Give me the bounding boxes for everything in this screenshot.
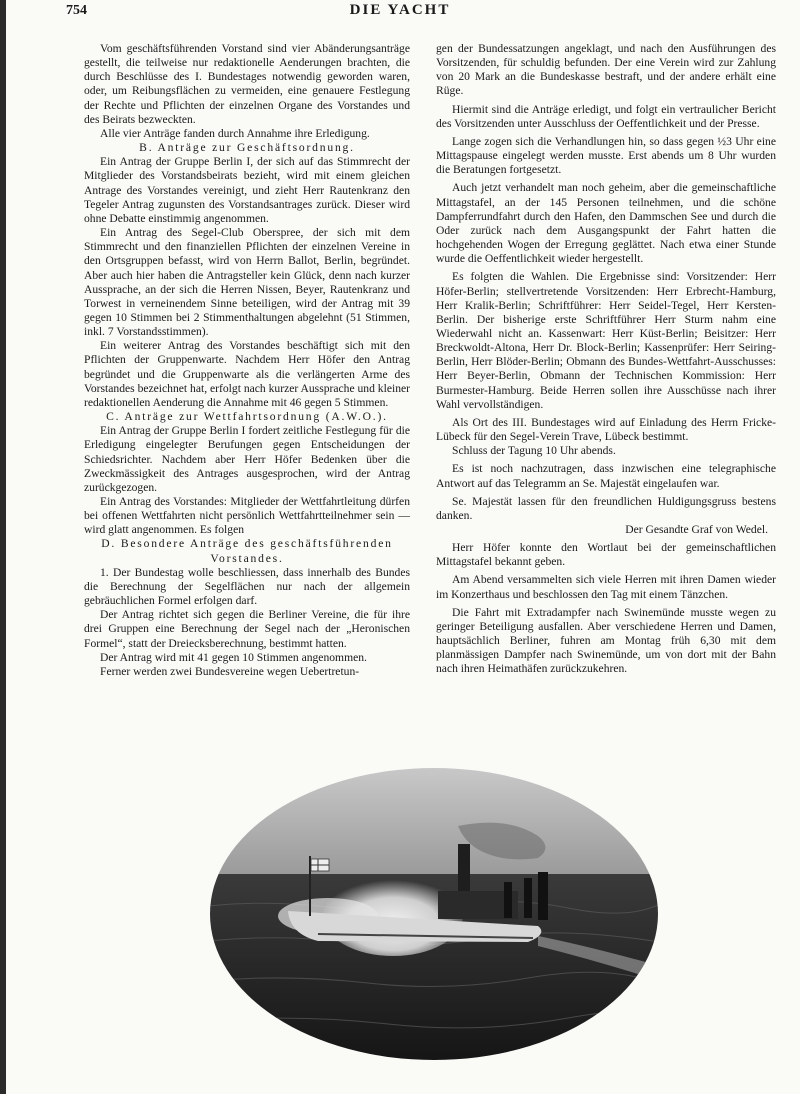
paragraph: Herr Höfer konnte den Wortlaut bei der gemeinschaftlichen Mittagstafel bekannt geben. — [436, 541, 776, 569]
paragraph: Schluss der Tagung 10 Uhr abends. — [452, 444, 616, 458]
section-heading-d: D. Besondere Anträge des geschäftsführenden Vorstandes. — [101, 537, 393, 565]
paragraph: Lange zogen sich die Verhandlungen hin, so dass gegen ½3 Uhr eine Mittagspause eingelegt werden musste. Erst abends um 8 Uhr wurden die Beratungen fortgesetzt. — [436, 134, 776, 177]
paragraph: Ein Antrag der Gruppe Berlin I fordert zeitliche Festlegung für die Erledigung eingelegter Berufungen gegen Entscheidungen der Schiedsrichter. Nachdem aber Herr Höfer Bedenken über die Zweckmässigkeit des Antrages ausgesprochen, wird der Antrag zurückgezogen. — [84, 424, 410, 494]
paragraph: Ein Antrag des Segel-Club Oberspree, der sich mit dem Stimmrecht und den finanziellen Pflichten der einzelnen Vereine in den Ortsgruppen befasst, wird von Herrn Ballot, Berlin, begründet. Aber auch hier haben die Antragsteller kein Glück, denn nach kurzer Aussprache, an der sich die Herren Nissen, Beyer, Rautenkranz und Torwest in verneinendem Sinne beteiligen, wird der Antrag mit 39 gegen 10 Stimmen bei 2 Stimmenthaltungen abgelehnt (51 Stimmen, inkl. 7 Vorstandsstimmen). — [84, 226, 410, 339]
paragraph: Hiermit sind die Anträge erledigt, und folgt ein vertraulicher Bericht des Vorsitzenden unter Ausschluss der Oeffentlichkeit und der Presse. — [436, 102, 776, 130]
right-column — [436, 42, 776, 677]
paragraph: Am Abend versammelten sich viele Herren mit ihren Damen wieder im Konzerthaus und beschlossen den Tag mit einem Tänzchen. — [436, 573, 776, 601]
paragraph: gen der Bundessatzungen angeklagt, und nach den Ausführungen des Vorsitzenden, für schuldig befunden. Der eine Verein wird zur Zahlung von 20 Mark an die Bundeskasse bestraft, und der andere erhält eine Rüge. — [436, 42, 776, 98]
paragraph: Ein Antrag des Vorstandes: Mitglieder der Wettfahrtleitung dürfen bei offenen Wettfahrten nicht persönlich Wettfahrtteilnehmer sein — wird glatt angenommen. Es folgen — [84, 495, 410, 537]
paragraph: Es ist noch nachzutragen, dass inzwischen eine telegraphische Antwort auf das Telegramm an Se. Majestät eingelaufen war. — [436, 462, 776, 490]
section-heading-c: C. Anträge zur Wettfahrtsordnung (A.W.O.). — [106, 410, 388, 424]
page-number: 754 — [66, 3, 87, 18]
paragraph: Es folgten die Wahlen. Die Ergebnisse sind: Vorsitzender: Herr Höfer-Berlin; stellvertretende Vorsitzenden: Herr Erbrecht-Hamburg, Herr Kralik-Berlin; Schriftführer: Herr Seidel-Tegel, Herr Kersten-Berlin. Der bisherige erste Schriftführer Herr Sturm nahm eine Wiederwahl nicht an. Kassenwart: Herr Küst-Berlin; Beisitzer: Herr Breckwoldt-Altona, Herr Dr. Block-Berlin; Kassenprüfer: Herr Seiring-Berlin, Herr Blöder-Berlin; Obmann des Bundes-Wettfahrt-Ausschusses: Herr Beyer-Berlin, Obmann der Technischen Kommission: Herr Burmester-Hamburg. Beide Herren sollen ihre Ausschüsse nach ihrer Wahl vervollständigen. — [436, 270, 776, 411]
running-title: DIE YACHT — [349, 2, 451, 18]
signature-line: Der Gesandte Graf von Wedel. — [625, 523, 768, 536]
paragraph: Der Antrag wird mit 41 gegen 10 Stimmen angenommen. — [100, 650, 367, 664]
paragraph: Ferner werden zwei Bundesvereine wegen Uebertretun- — [100, 664, 360, 678]
paragraph: Alle vier Anträge fanden durch Annahme ihre Erledigung. — [100, 126, 370, 140]
scan-edge — [0, 0, 6, 1094]
left-column — [84, 42, 410, 679]
paragraph: Auch jetzt verhandelt man noch geheim, aber die gemeinschaftliche Mittagstafel, an der 145 Personen teilnehmen, und die schöne Dampferrundfahrt durch den Hafen, den Dammschen See und durch die Oder zurück nach dem Ausgangspunkt der Fahrt hatten die hochgehenden Wogen der Erregung geglättet. Nach etwa einer Stunde wurde die Oeffentlichkeit wieder hergestellt. — [436, 181, 776, 266]
paragraph: 1. Der Bundestag wolle beschliessen, dass innerhalb des Bundes die Berechnung der Segelflächen nur nach der allgemein gebräuchlichen Formel erfolgen darf. — [84, 565, 410, 608]
section-heading-b: B. Anträge zur Geschäftsordnung. — [139, 141, 355, 155]
steam-launch-photo — [208, 766, 660, 1062]
paragraph: Se. Majestät lassen für den freundlichen Huldigungsgruss bestens danken. — [436, 494, 776, 522]
paragraph: Vom geschäftsführenden Vorstand sind vier Abänderungsanträge gestellt, die teilweise nur redaktionelle Aenderungen brachten, die durch Beschlüsse des I. Bundestages notwendig geworden waren, oder, um Reibungsflächen zu vermeiden, eine genauere Festlegung der Rechte und Pflichten der einzelnen Organe des Vorstandes und des Beirats bezweckten. — [84, 42, 410, 126]
paragraph: Die Fahrt mit Extradampfer nach Swinemünde musste wegen zu geringer Beteiligung ausfallen. Aber verschiedene Herren und Damen, hauptsächlich Berliner, fuhren am Montag früh 6,30 mit dem planmässigen Dampfer nach Swinemünde, um von dort mit der Bahn nach ihren Heimathäfen zurückzukehren. — [436, 605, 776, 676]
paragraph: Der Antrag richtet sich gegen die Berliner Vereine, die für ihre drei Gruppen eine Berechnung der Segel nach der „Heronischen Formel“, statt der Dreiecksberechnung, bestimmt hatten. — [84, 608, 410, 650]
paragraph: Ein weiterer Antrag des Vorstandes beschäftigt sich mit den Pflichten der Gruppenwarte. Nachdem Herr Höfer den Antrag begründet und die Gruppenwarte als die verlängerten Arme des Vorstandes bezeichnet hat, erfolgt nach kurzer Aussprache und kleiner redaktionellen Aenderung die Annahme mit 46 gegen 5 Stimmen. — [84, 339, 410, 409]
paragraph: Als Ort des III. Bundestages wird auf Einladung des Herrn Fricke-Lübeck für den Segel-Verein Trave, Lübeck bestimmt. — [436, 415, 776, 444]
paragraph: Ein Antrag der Gruppe Berlin I, der sich auf das Stimmrecht der Mitglieder des Vorstandsbeirats bezieht, wird mit einem gleichen Antrage des Vorstandes vereinigt, und zieht Herr Rautenkranz den Tegeler Antrag zugunsten des Vorstandsantrages zurück. Dieser wird ohne Debatte einstimmig angenommen. — [84, 155, 410, 225]
